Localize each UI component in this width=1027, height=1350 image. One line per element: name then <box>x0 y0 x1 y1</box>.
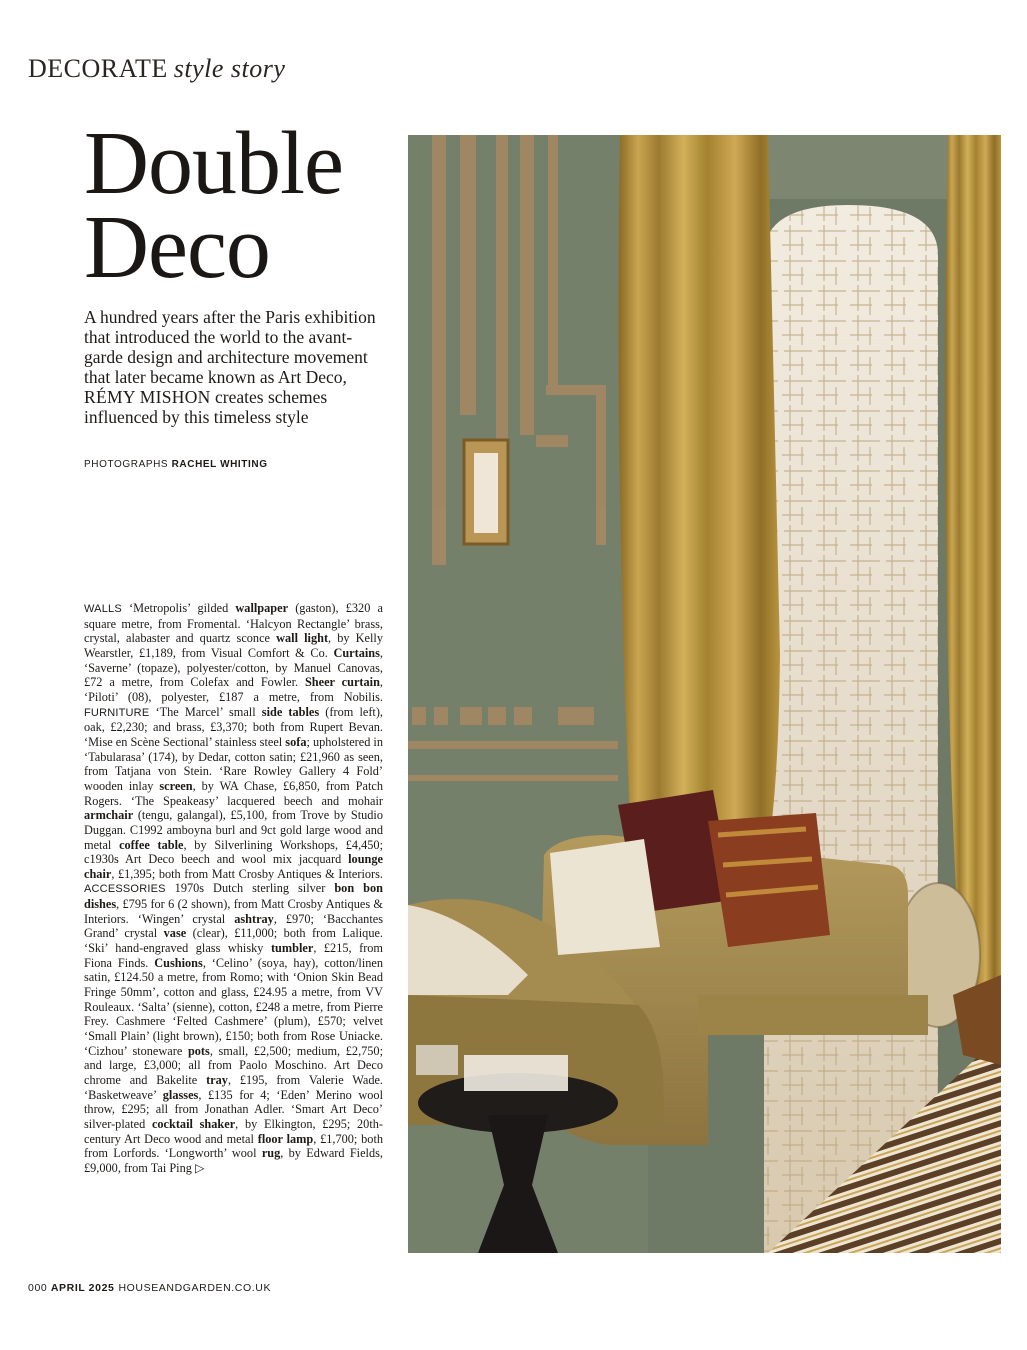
caption-text: , £195, from Valerie Wade. ‘Basketweave’ <box>84 1073 384 1102</box>
caption-text: , ‘Celino’ (soya, hay), cotton/linen satin, £124.50 a metre, from Romo; with ‘Onion Skin Bead Fringe 50mm’, cotton and glass, £24.95 a metre, from VV Rouleaux. ‘Salta’ (sienne), cotton, £248 a metre, from Pierre Frey. Cashmere ‘Felted Cashmere’ (plum), £570; velvet ‘Small Plain’ (light brown), £150; both from Rose Uniacke. ‘Cizhou’ stoneware <box>84 955 383 1058</box>
interior-photo <box>408 135 1001 1253</box>
standfirst <box>84 307 384 427</box>
caption-text: 1970s Dutch sterling silver <box>165 881 335 896</box>
page-footer <box>28 1282 271 1294</box>
page-number: 000 <box>28 1282 48 1294</box>
product-name: coffee table <box>119 837 184 852</box>
product-name: wallpaper <box>235 601 289 615</box>
category-label: WALLS <box>84 603 122 615</box>
caption-text: , by Edward Fields, £9,000, from Tai Ping ▷ <box>84 1146 383 1175</box>
caption-text: , small, £2,500; medium, £2,750; and large, £3,000; all from Paolo Moschino. Art Deco chrome and Bakelite <box>84 1043 384 1087</box>
product-name: rug <box>261 1146 281 1161</box>
product-caption <box>84 601 383 1176</box>
product-name: tumbler <box>270 941 314 956</box>
product-name: tray <box>206 1073 228 1087</box>
issue-date: APRIL 2025 <box>50 1282 115 1294</box>
product-name: screen <box>159 778 193 793</box>
product-name: sofa <box>285 734 307 749</box>
credit-label: PHOTOGRAPHS <box>84 459 169 470</box>
title-line-1: Double <box>84 114 343 213</box>
caption-text: , by Silverlining Workshops, £4,450; c1930s Art Deco beech and wool mix jacquard <box>84 837 384 867</box>
product-name: cocktail shaker <box>151 1116 236 1131</box>
product-name: Sheer curtain <box>304 675 380 690</box>
website: HOUSEANDGARDEN.CO.UK <box>118 1282 272 1294</box>
caption-text: , £215, from Fiona Finds. <box>84 941 383 970</box>
caption-text: ; upholstered in ‘Tabularasa’ (174), by Dedar, cotton satin; £21,960 as seen, from Tatjana von Stein. ‘Rare Rowley Gallery 4 Fold’ wooden inlay <box>84 734 383 793</box>
caption-text: (from left), oak, £2,230; and brass, £3,370; both from Rupert Bevan. ‘Mise en Scène Sectional’ stainless steel <box>84 704 384 749</box>
caption-text: , £795 for 6 (2 shown), from Matt Crosby Antiques & Interiors. ‘Wingen’ crystal <box>84 897 383 926</box>
section-kicker <box>28 54 285 84</box>
interior-photo-illustration <box>408 135 1001 1253</box>
caption-text: (clear), £11,000; both from Lalique. ‘Ski’ hand-engraved glass whisky <box>84 926 384 956</box>
product-name: Curtains <box>333 645 380 660</box>
caption-text: , by Elkington, £295; 20th-century Art Deco wood and metal <box>84 1116 383 1146</box>
caption-text: ‘Metropolis’ gilded <box>121 601 236 615</box>
caption-text: ‘The Marcel’ small <box>149 704 262 719</box>
category-label: ACCESSORIES <box>84 883 166 896</box>
product-name: bon bon dishes <box>84 881 383 912</box>
section-name: DECORATE <box>28 54 168 83</box>
product-name: ashtray <box>234 911 274 926</box>
caption-text: , £1,395; both from Matt Crosby Antiques & Interiors. <box>111 866 383 881</box>
title-line-2: Deco <box>84 198 270 297</box>
product-name: glasses <box>162 1087 199 1102</box>
standfirst-text-end: creates schemes influenced by this timeless style <box>84 387 328 427</box>
photo-credit <box>84 459 268 470</box>
product-name: vase <box>163 926 187 941</box>
caption-text: , ‘Piloti’ (08), polyester, £187 a metre, from Nobilis. <box>84 675 383 704</box>
caption-text: , £970; ‘Bacchantes Grand’ crystal <box>84 911 383 941</box>
article-title <box>84 114 404 297</box>
product-name: floor lamp <box>257 1131 314 1146</box>
category-label: FURNITURE <box>84 706 150 719</box>
caption-text: , £135 for 4; ‘Eden’ Merino wool throw, £295; all from Jonathan Adler. ‘Smart Art Deco’ silver-plated <box>84 1087 383 1131</box>
product-name: armchair <box>84 808 134 823</box>
caption-text: , £1,700; both from Lorfords. ‘Longworth’ wool <box>84 1131 384 1161</box>
caption-text: , by Kelly Wearstler, £1,189, from Visual Comfort & Co. <box>84 631 383 660</box>
product-name: pots <box>187 1043 210 1058</box>
caption-text: , ‘Saverne’ (topaze), polyester/cotton, by Manuel Canovas, £72 a metre, from Colefax and Fowler. <box>84 645 383 690</box>
caption-text: (tengu, galangal), £5,100, from Trove by Studio Duggan. C1992 amboyna burl and 9ct gold large wood and metal <box>84 808 383 852</box>
photographer-name: RACHEL WHITING <box>171 459 268 470</box>
caption-text: (gaston), £320 a square metre, from Fromental. ‘Halcyon Rectangle’ brass, crystal, alabaster and quartz sconce <box>84 601 383 646</box>
standfirst-text: A hundred years after the Paris exhibition that introduced the world to the avant-garde design and architecture movement that later became known as Art Deco, <box>84 307 376 387</box>
product-name: wall light <box>276 631 329 646</box>
caption-text: , by WA Chase, £6,850, from Patch Rogers. ‘The Speakeasy’ lacquered beech and mohair <box>84 778 383 808</box>
product-name: lounge chair <box>84 852 383 881</box>
section-subtitle: style story <box>173 54 286 83</box>
product-name: Cushions <box>154 955 203 970</box>
product-name: side tables <box>261 704 320 719</box>
author-name: RÉMY MISHON <box>84 387 211 407</box>
